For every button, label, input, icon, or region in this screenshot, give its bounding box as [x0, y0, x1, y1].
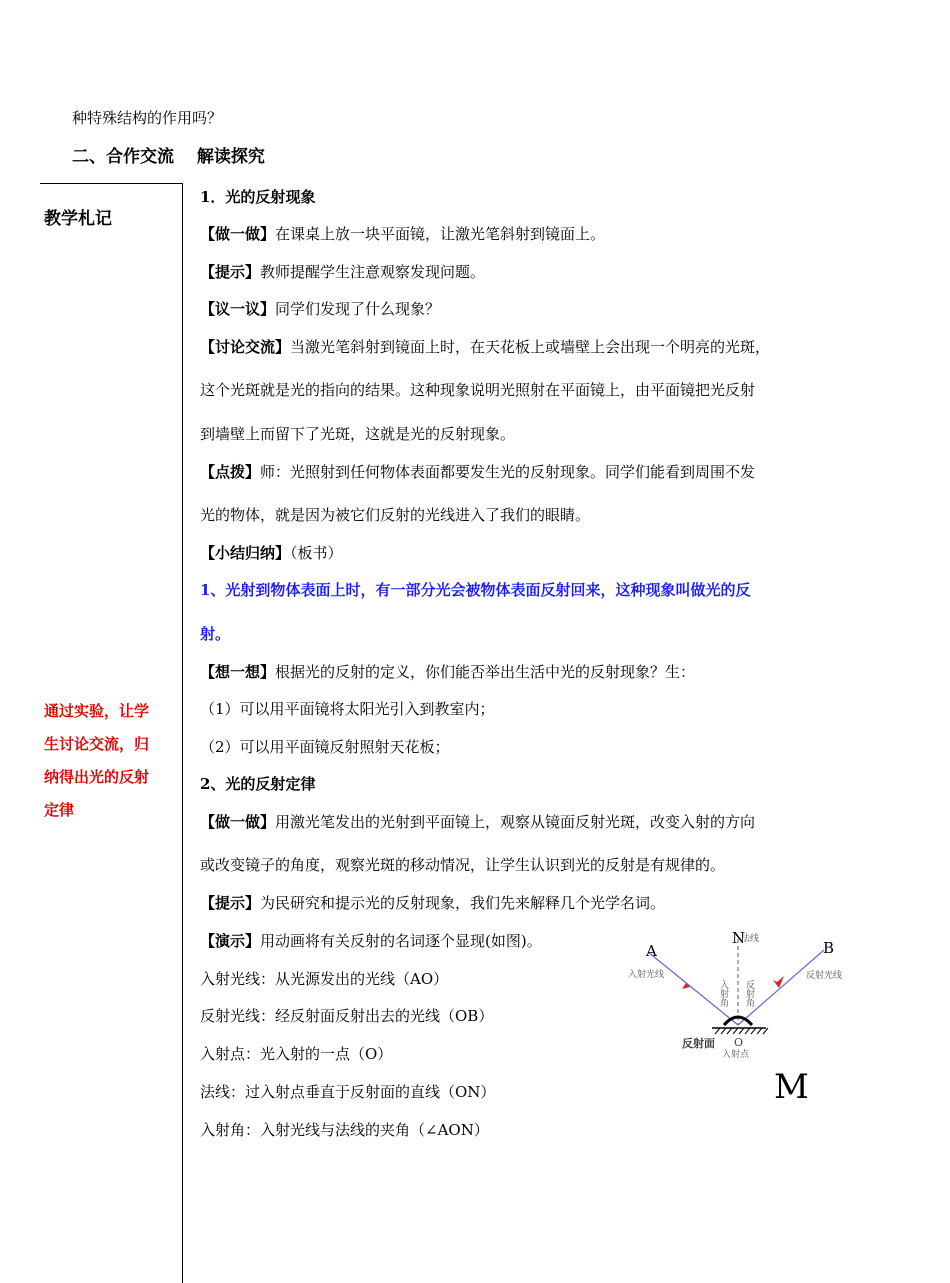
term-incident-point: 入射点：光入射的一点（O）	[200, 1045, 393, 1063]
paragraph-text: 用动画将有关反射的名词逐个显现(如图)。	[260, 932, 542, 950]
incident-arrow	[682, 983, 697, 994]
term-normal: 法线：过入射点垂直于反射面的直线（ON）	[200, 1083, 496, 1101]
side-note-line: 定律	[44, 801, 75, 819]
tag: 【演示】	[200, 932, 261, 950]
summary-definition-line2: 射。	[200, 625, 231, 643]
paragraph-text: 在课桌上放一块平面镜，让激光笔斜射到镜面上。	[275, 225, 606, 243]
tag: 【做一做】	[200, 813, 276, 831]
heading-reflection-law: 2、光的反射定律	[200, 775, 316, 793]
top-line: 种特殊结构的作用吗？	[72, 109, 223, 127]
paragraph-discussion-line1	[200, 337, 770, 357]
paragraph-text: 同学们发现了什么现象？	[275, 300, 441, 318]
heading-reflection-phenomenon: 1．光的反射现象	[200, 188, 316, 206]
paragraph-text: 根据光的反射的定义，你们能否举出生活中光的反射现象？生：	[275, 663, 696, 681]
tag: 【想一想】	[200, 663, 276, 681]
label-reflected-ray: 反射光线	[806, 971, 843, 981]
table-column-divider	[182, 183, 183, 1283]
paragraph-do-it	[200, 224, 605, 244]
label-reflected-angle: 反射角	[744, 980, 754, 1007]
side-note-line: 纳得出光的反射	[44, 768, 150, 786]
tag: 【提示】	[200, 263, 261, 281]
tag: 【提示】	[200, 894, 261, 912]
paragraph-discussion-line3: 到墙壁上而留下了光斑，这就是光的反射现象。	[200, 425, 516, 443]
tag: 【讨论交流】	[200, 338, 291, 356]
paragraph-text: （板书）	[290, 544, 343, 562]
paragraph-discuss	[200, 299, 440, 319]
section-heading: 二、合作交流 解读探究	[72, 147, 265, 167]
list-item: （1）可以用平面镜将太阳光引入到教室内；	[200, 700, 495, 718]
paragraph-text: 当激光笔斜射到镜面上时，在天花板上或墙壁上会出现一个明亮的光斑，	[290, 338, 771, 356]
label-o: O	[734, 1036, 744, 1049]
side-note	[44, 695, 149, 827]
paragraph-text: 教师提醒学生注意观察发现问题。	[260, 263, 486, 281]
paragraph-hint	[200, 262, 485, 282]
term-reflected-ray: 反射光线：经反射面反射出去的光线（OB）	[200, 1007, 494, 1025]
paragraph-demo	[200, 931, 542, 951]
paragraph-discussion-line2: 这个光斑就是光的指向的结果。这种现象说明光照射在平面镜上，由平面镜把光反射	[200, 381, 756, 399]
paragraph-think	[200, 662, 695, 682]
summary-definition-line1: 1、光射到物体表面上时，有一部分光会被物体表面反射回来，这种现象叫做光的反	[200, 581, 751, 599]
mirror-hatching	[715, 1028, 768, 1034]
paragraph-text: 用激光笔发出的光射到平面镜上，观察从镜面反射光斑，改变入射的方向	[275, 813, 756, 831]
reflection-diagram	[620, 925, 860, 1115]
label-n: N	[732, 929, 746, 947]
paragraph-text: 师：光照射到任何物体表面都要发生光的反射现象。同学们能看到周围不发	[260, 463, 756, 481]
label-b: B	[823, 939, 835, 957]
list-item: （2）可以用平面镜反射照射天花板；	[200, 738, 450, 756]
paragraph-summary-tag	[200, 543, 343, 563]
side-note-line: 生讨论交流，归	[44, 735, 150, 753]
paragraph-guidance-line1	[200, 462, 755, 482]
tag: 【做一做】	[200, 225, 276, 243]
label-incident-ray: 入射光线	[628, 970, 665, 980]
term-incident-ray: 入射光线：从光源发出的光线（AO）	[200, 970, 449, 988]
paragraph-hint-2	[200, 893, 665, 913]
tag: 【点拨】	[200, 463, 261, 481]
label-incident-angle: 入射角	[718, 980, 728, 1007]
paragraph-text: 为民研究和提示光的反射现象，我们先来解释几个光学名词。	[260, 894, 666, 912]
label-a: A	[646, 942, 657, 960]
term-incident-angle: 入射角：入射光线与法线的夹角（∠AON）	[200, 1121, 489, 1139]
paragraph-guidance-line2: 光的物体，就是因为被它们反射的光线进入了我们的眼睛。	[200, 506, 591, 524]
tag: 【议一议】	[200, 300, 276, 318]
tag: 【小结归纳】	[200, 544, 291, 562]
label-normal: 法线	[741, 934, 760, 944]
label-m: M	[774, 1067, 809, 1107]
label-incident-point: 入射点	[722, 1050, 750, 1060]
side-note-line: 通过实验，让学	[44, 702, 150, 720]
paragraph-do-it-2-line1	[200, 812, 755, 832]
table-top-border	[40, 183, 183, 184]
paragraph-do-it-2-line2: 或改变镜子的角度，观察光斑的移动情况，让学生认识到光的反射是有规律的。	[200, 856, 726, 874]
label-surface: 反射面	[682, 1037, 715, 1050]
side-label: 教学札记	[44, 209, 112, 229]
